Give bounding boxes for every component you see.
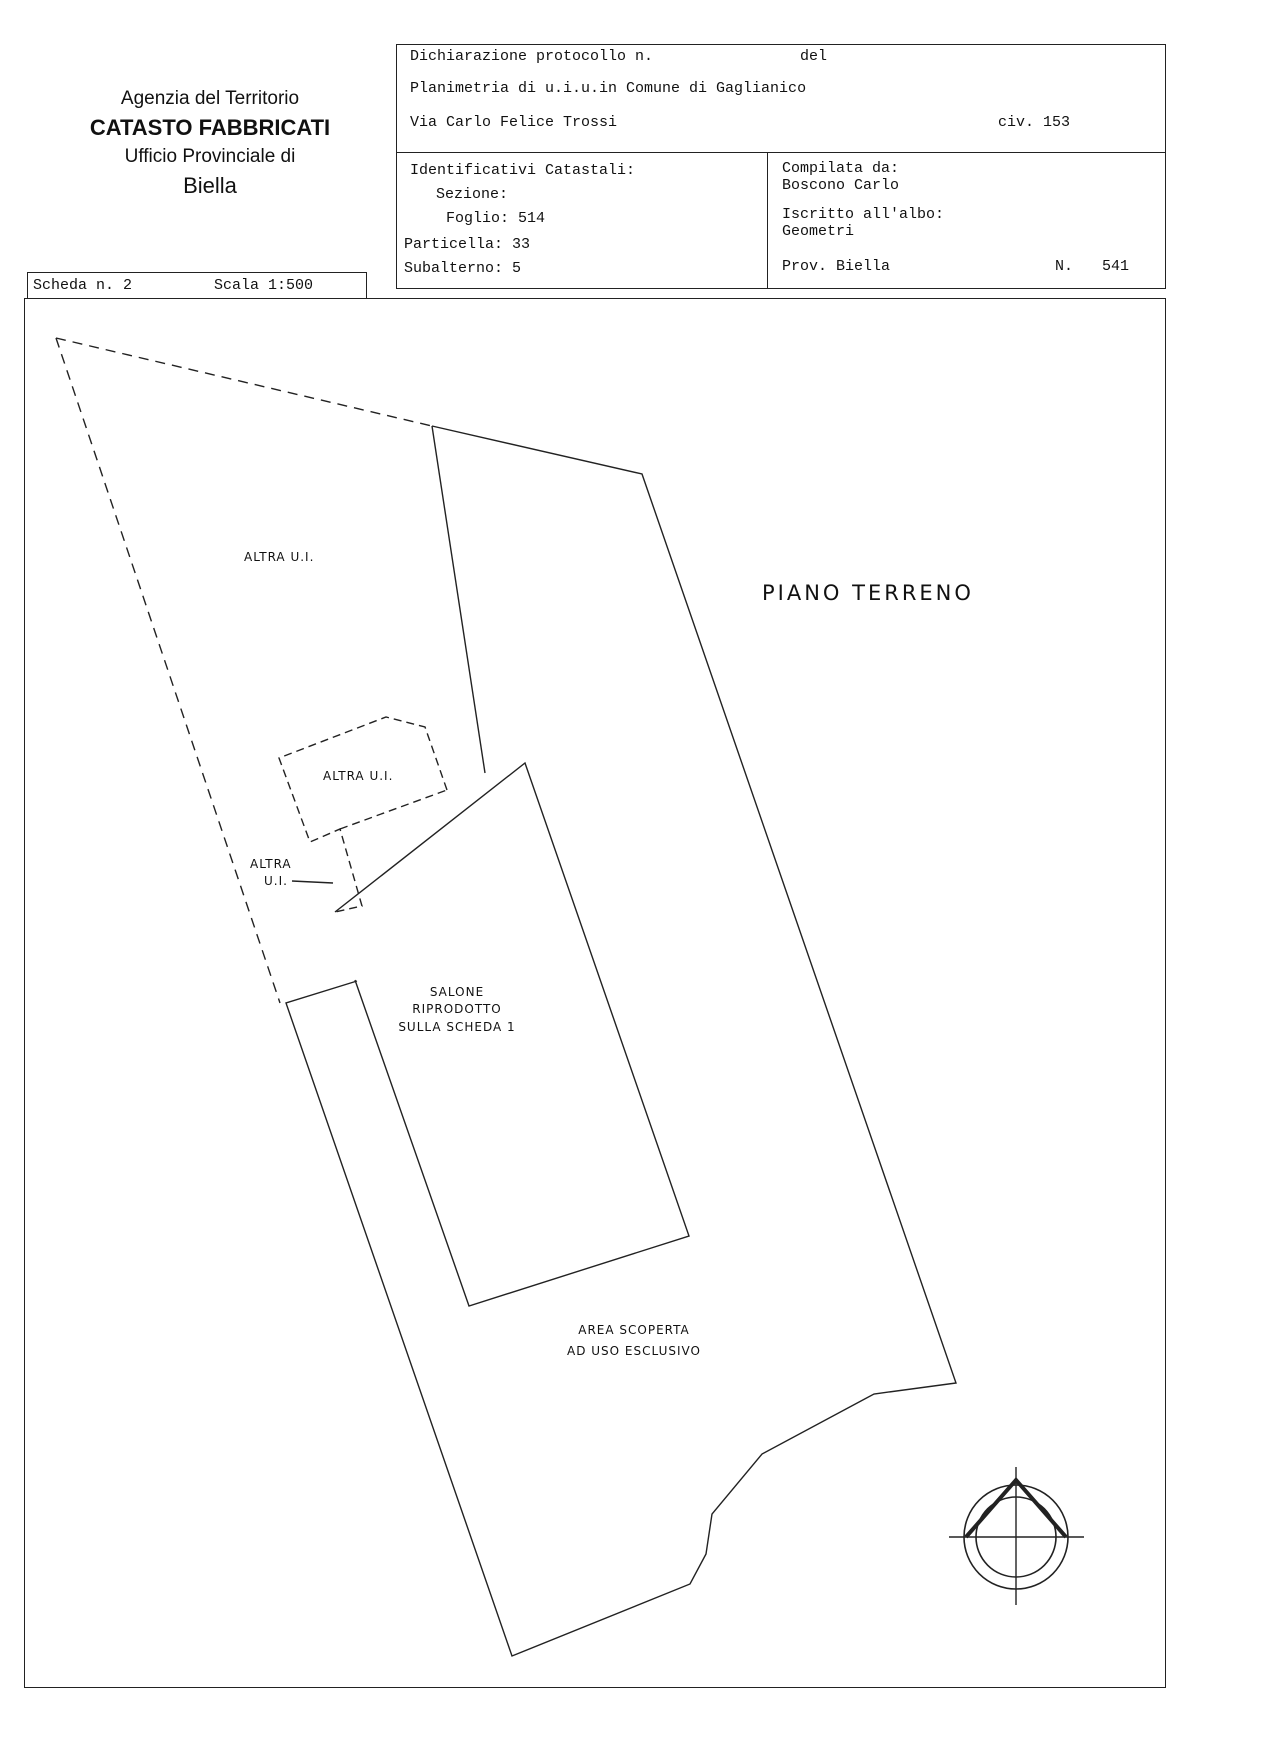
salone-label-2: RIPRODOTTO	[412, 1002, 502, 1016]
dichiarazione-label: Dichiarazione protocollo n.	[410, 48, 654, 65]
office-city: Biella	[183, 173, 237, 198]
other-unit-label-top: ALTRA U.I.	[244, 550, 315, 564]
other-unit-label-small-1: ALTRA	[250, 857, 292, 871]
civic-number: civ. 153	[998, 114, 1071, 131]
small-unit-leader	[292, 881, 333, 883]
registration-n-label: N.	[1055, 258, 1074, 275]
small-unit-outline	[279, 717, 447, 912]
iscritto-label: Iscritto all'albo:	[782, 206, 945, 223]
floor-title: PIANO TERRENO	[762, 581, 974, 605]
other-unit-label-small-2: U.I.	[264, 874, 288, 888]
particella-label: Particella: 33	[404, 236, 531, 253]
salone-label-1: SALONE	[429, 985, 485, 999]
other-unit-label-mid: ALTRA U.I.	[323, 769, 394, 783]
identificativi-title: Identificativi Catastali:	[410, 162, 636, 179]
registry-name: CATASTO FABBRICATI	[89, 115, 331, 140]
small-unit-inner-line	[340, 790, 447, 829]
compilata-label: Compilata da:	[782, 160, 900, 177]
salone-label-3: SULLA SCHEDA 1	[398, 1020, 516, 1034]
scala-label: Scala 1:500	[214, 277, 314, 294]
party-wall	[432, 426, 485, 773]
area-label-2: AD USO ESCLUSIVO	[567, 1344, 701, 1358]
foglio-label: Foglio: 514	[446, 210, 546, 227]
agency-name: Agenzia del Territorio	[120, 88, 300, 109]
albo-value: Geometri	[782, 223, 855, 240]
sezione-label: Sezione:	[436, 186, 509, 203]
address-label: Via Carlo Felice Trossi	[410, 114, 618, 131]
salone-outline	[335, 763, 689, 1306]
province-label: Prov. Biella	[782, 258, 891, 275]
other-unit-left-boundary	[56, 338, 280, 1003]
subalterno-label: Subalterno: 5	[404, 260, 522, 277]
area-label-1: AREA SCOPERTA	[578, 1323, 690, 1337]
planimetria-label: Planimetria di u.i.u.in Comune di Gaglianico	[410, 80, 807, 97]
scheda-number: Scheda n. 2	[33, 277, 133, 294]
registration-number: 541	[1102, 258, 1130, 275]
other-unit-boundary	[56, 338, 432, 426]
office-name: Ufficio Provinciale di	[124, 146, 296, 167]
north-arrow-icon	[949, 1467, 1084, 1605]
del-label: del	[800, 48, 828, 65]
compilata-name: Boscono Carlo	[782, 177, 900, 194]
